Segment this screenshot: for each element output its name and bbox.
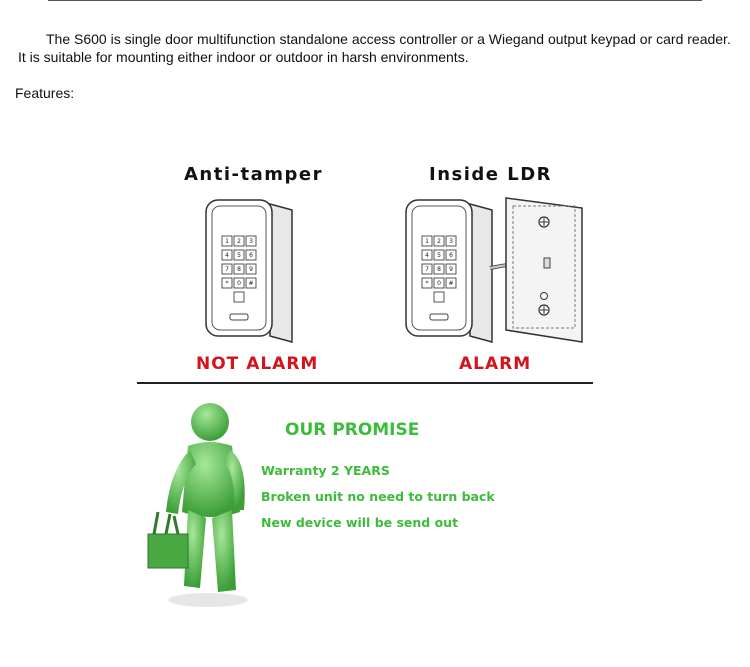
svg-text:2: 2	[437, 238, 441, 245]
svg-text:8: 8	[437, 266, 441, 273]
anti-tamper-title: Anti-tamper	[184, 164, 323, 185]
svg-text:5: 5	[437, 252, 441, 259]
svg-text:9: 9	[249, 266, 253, 273]
our-promise-title: OUR PROMISE	[285, 420, 420, 440]
promise-item-new-device: New device will be send out	[261, 515, 459, 530]
intro-paragraph	[18, 30, 743, 66]
svg-text:9: 9	[449, 266, 453, 273]
svg-text:3: 3	[249, 238, 253, 245]
svg-text:0: 0	[437, 280, 441, 287]
svg-text:0: 0	[237, 280, 241, 287]
svg-text:7: 7	[425, 266, 429, 273]
svg-text:2: 2	[237, 238, 241, 245]
svg-text:#: #	[248, 280, 254, 287]
svg-text:6: 6	[249, 252, 253, 259]
svg-text:*: *	[425, 280, 429, 287]
svg-text:*: *	[225, 280, 229, 287]
top-divider	[48, 0, 702, 1]
svg-text:1: 1	[425, 238, 429, 245]
svg-text:6: 6	[449, 252, 453, 259]
alarm-label: ALARM	[459, 354, 532, 374]
section-divider	[137, 382, 593, 384]
green-mascot-figure	[140, 400, 260, 610]
promise-item-broken-unit: Broken unit no need to turn back	[261, 489, 495, 504]
features-label: Features:	[15, 85, 75, 101]
svg-text:5: 5	[237, 252, 241, 259]
svg-text:3: 3	[449, 238, 453, 245]
keypad-device-illustration-left	[200, 196, 300, 346]
intro-line-1: The S600 is single door multifunction standalone access controller or a Wiegand output keypad or card reader.	[46, 31, 731, 47]
promise-item-warranty: Warranty 2 YEARS	[261, 463, 390, 478]
svg-text:7: 7	[225, 266, 229, 273]
intro-line-2: It is suitable for mounting either indoor or outdoor in harsh environments.	[18, 49, 469, 65]
keypad-device-illustration-right	[400, 192, 590, 347]
svg-text:4: 4	[225, 252, 229, 259]
svg-text:4: 4	[425, 252, 429, 259]
svg-text:8: 8	[237, 266, 241, 273]
svg-text:#: #	[448, 280, 454, 287]
inside-ldr-title: Inside LDR	[429, 164, 553, 185]
key-label: 1	[225, 238, 229, 245]
not-alarm-label: NOT ALARM	[196, 354, 319, 374]
